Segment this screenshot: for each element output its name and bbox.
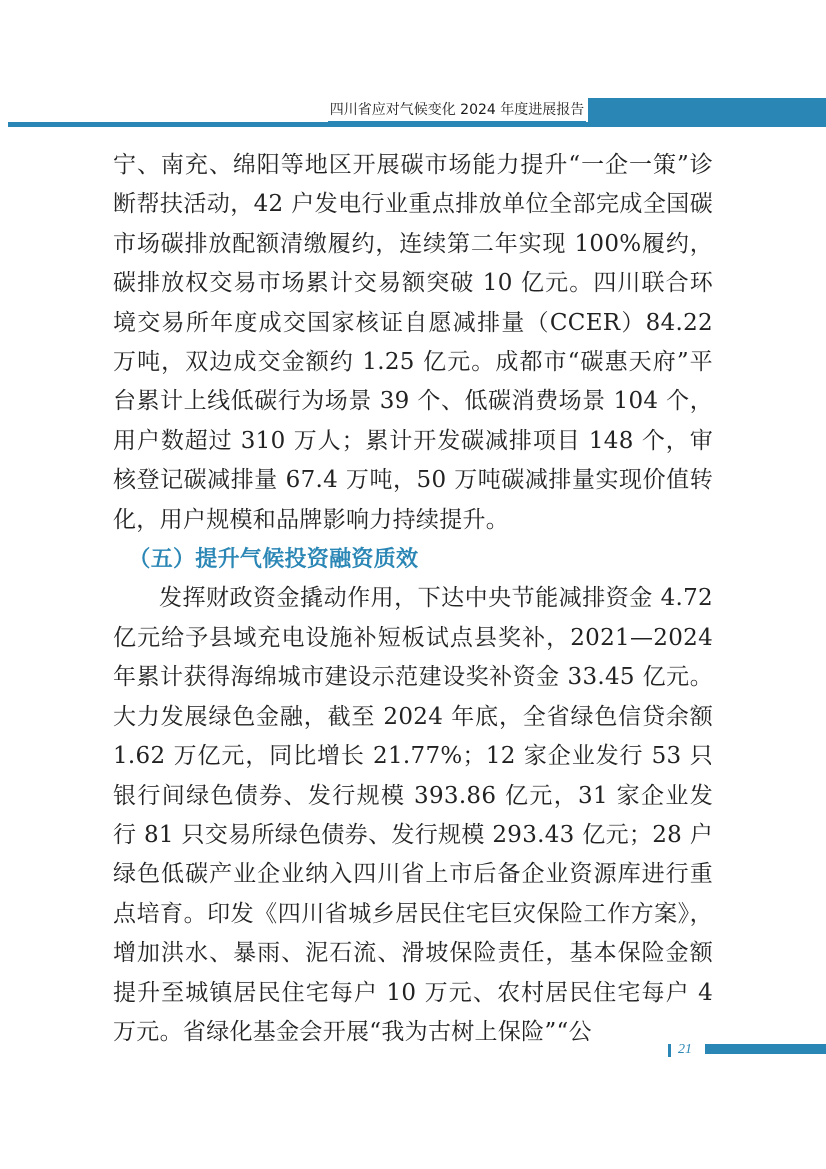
section-heading: （五）提升气候投资融资质效: [128, 547, 419, 573]
header-rule: [8, 122, 826, 127]
page-content: [113, 146, 713, 1052]
footer-marker: [668, 1044, 671, 1057]
page-number: 21: [678, 1042, 692, 1057]
body-paragraph-continued: 宁、南充、绵阳等地区开展碳市场能力提升“一企一策”诊断帮扶活动，42 户发电行业重点排放单位全部完成全国碳市场碳排放配额清缴履约，连续第二年实现 100%履约，碳排放权交易市场累计交易额突破 10 亿元。四川联合环境交易所年度成交国家核证自愿减排量（CCER）84.22 万吨，双边成交金额约 1.25 亿元。成都市“碳惠天府”平台累计上线低碳行为场景 39 个、低碳消费场景 104 个，用户数超过 310 万人；累计开发碳减排项目 148 个，审核登记碳减排量 67.4 万吨，50 万吨碳减排量实现价值转化，用户规模和品牌影响力持续提升。: [113, 152, 713, 533]
header-accent-block: [588, 98, 826, 124]
body-paragraph-climate-finance: 发挥财政资金撬动作用，下达中央节能减排资金 4.72 亿元给予县域充电设施补短板试点县奖补，2021—2024 年累计获得海绵城市建设示范建设奖补资金 33.45 亿元。大力发展绿色金融，截至 2024 年底，全省绿色信贷余额 1.62 万亿元，同比增长 21.77%；12 家企业发行 53 只银行间绿色债券、发行规模 393.86 亿元，31 家企业发行 81 只交易所绿色债券、发行规模 293.43 亿元；28 户绿色低碳产业企业纳入四川省上市后备企业资源库进行重点培育。印发《四川省城乡居民住宅巨灾保险工作方案》，增加洪水、暴雨、泥石流、滑坡保险责任，基本保险金额提升至城镇居民住宅每户 10 万元、农村居民住宅每户 4 万元。省绿化基金会开展“我为古树上保险”“公: [113, 585, 713, 1045]
footer-accent-bar: [705, 1044, 826, 1054]
running-header-title: 四川省应对气候变化 2024 年度进展报告: [328, 99, 586, 122]
